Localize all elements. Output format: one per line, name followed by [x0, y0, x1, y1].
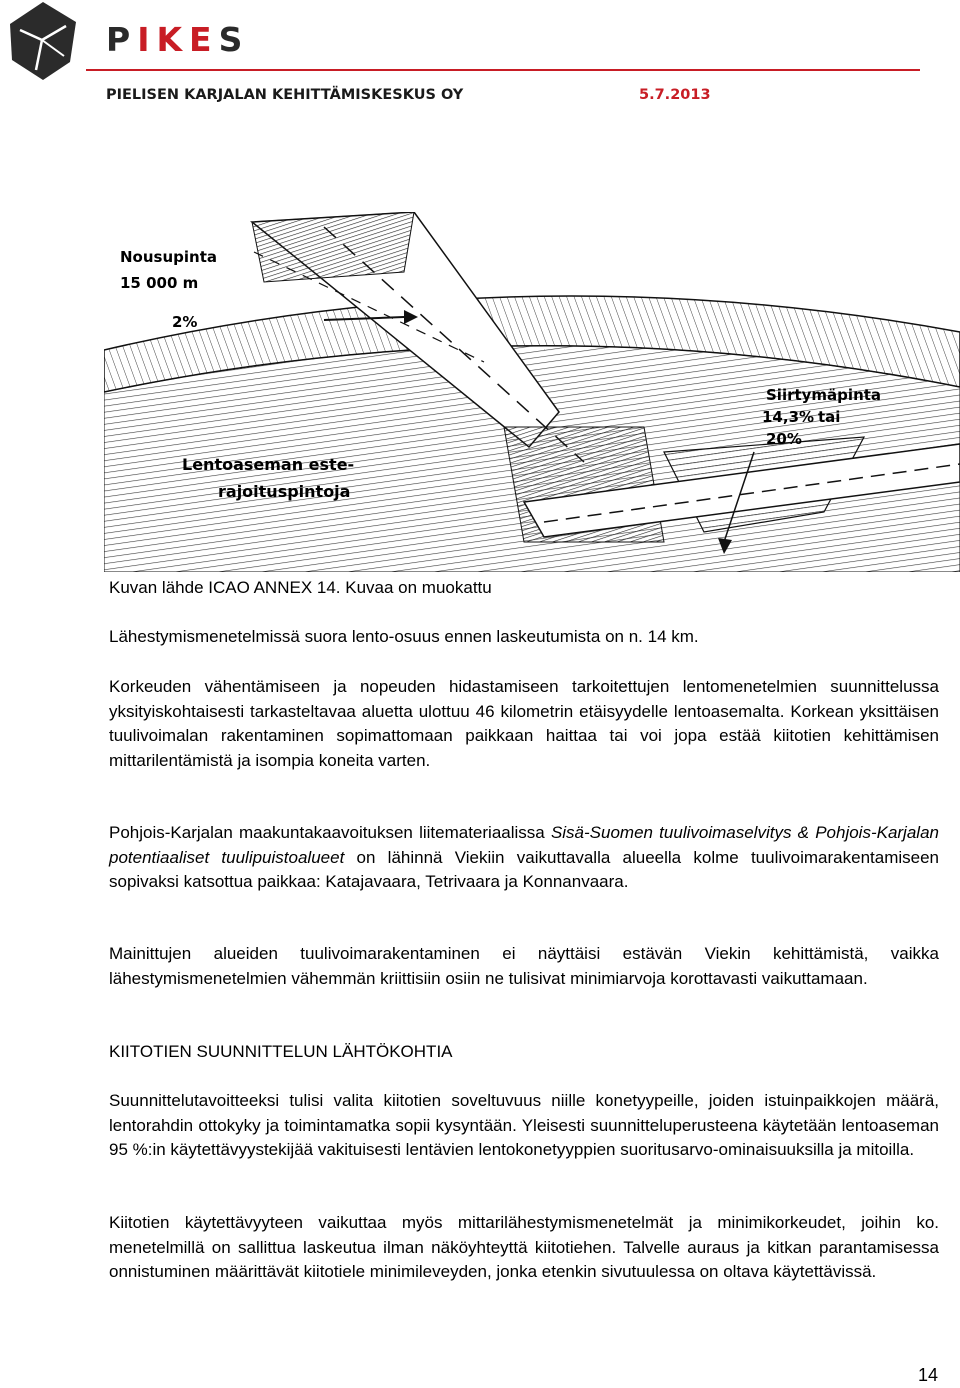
- paragraph-wind-planning-end: on lähinnä Viekiin vaikuttavalla alueella kolme tuulivoimarakentamiseen sopivaksi katsottua paikkaa: Katajavaara, Tetrivaara ja Konnanvaara.: [109, 847, 939, 891]
- transition-slope-alt-label: 20%: [766, 430, 802, 448]
- section-heading: KIITOTIEN SUUNNITTELUN LÄHTÖKOHTIA: [109, 1042, 453, 1061]
- transition-slope-label: 14,3%: [762, 408, 815, 426]
- header-rule: [86, 69, 920, 71]
- paragraph-design-goals: Suunnittelutavoitteeksi tulisi valita kiitotien soveltuvuus niille konetyypeille, joiden istuinpaikkojen määrä, lentorahdin ottokyky ja toimintamatka sopii kysyntään. Yleisesti suunnitteluperusteena käytetään lentoaseman 95 %:in käytettävyystekijää vakituisesti lentävien lentokonetyyppien suoritusarvo-ominaisuuksilla ja mitoilla.: [109, 1091, 939, 1159]
- obstacle-surfaces-label-line1: Lentoaseman este-: [182, 455, 355, 474]
- ascent-length-label: 15 000 m: [120, 274, 199, 292]
- paragraph-approach: Lähestymismenetelmissä suora lento-osuus ennen laskeutumista on n. 14 km.: [109, 627, 699, 646]
- transition-or-label: tai: [818, 408, 841, 426]
- ascent-slope-label: 2%: [172, 313, 198, 331]
- document-date: 5.7.2013: [639, 87, 711, 103]
- figure-caption: Kuvan lähde ICAO ANNEX 14. Kuvaa on muokattu: [109, 578, 492, 597]
- brand-name: [106, 20, 249, 59]
- paragraph-procedures: Korkeuden vähentämiseen ja nopeuden hidastamiseen tarkoitettujen lentomenetelmien suunnittelussa yksityiskohtaisesti tarkasteltavaa aluetta ulottuu 46 kilometrin etäisyydelle lentoasemalta. Korkean yksittäisen tuulivoimalan rakentaminen sopimattomaan paikkaan haittaa tai voi jopa estää kiitotien kehittämisen mittarilentämistä ja isompia koneita varten.: [109, 677, 939, 770]
- brand-text: PIKES: [106, 20, 250, 59]
- paragraph-wind-impact: Mainittujen alueiden tuulivoimarakentaminen ei näyttäisi estävän Viekin kehittämistä, vaikka lähestymismenetelmien vähemmän kriittisiin osiin ne tulisivat minimiarvoja korottavasti vaikuttamaan.: [109, 944, 939, 988]
- obstacle-surfaces-label-line2: rajoituspintoja: [218, 482, 351, 501]
- paragraph-wind-planning-start: Pohjois-Karjalan maakuntakaavoituksen liitemateriaalissa: [109, 823, 551, 842]
- page-number: 14: [917, 1365, 938, 1385]
- pikes-logo-icon: [8, 0, 78, 82]
- organization-name: PIELISEN KARJALAN KEHITTÄMISKESKUS OY: [106, 87, 464, 103]
- paragraph-usability: Kiitotien käytettävyyteen vaikuttaa myös mittarilähestymismenetelmät ja minimikorkeudet, joihin ko. menetelmillä on sallittua laskeutua ilman näköyhteyttä kiitotiehen. Talvelle auraus ja kitkan parantamisessa onnistuminen määrittävät kiitotiele minimileveyden, jonka etenkin sivutuulessa on oltava käytettävissä.: [109, 1213, 939, 1281]
- obstacle-surfaces-figure: [104, 212, 960, 572]
- report-title: Sisä-Suomen tuulivoimaselvitys & Pohjois-Karjalan potentiaaliset tuulipuistoalueet: [109, 823, 939, 867]
- paragraph-wind-planning: [109, 821, 939, 895]
- ascent-surface-label: Nousupinta: [120, 248, 217, 266]
- transition-surface-label: Siirtymäpinta: [766, 386, 882, 404]
